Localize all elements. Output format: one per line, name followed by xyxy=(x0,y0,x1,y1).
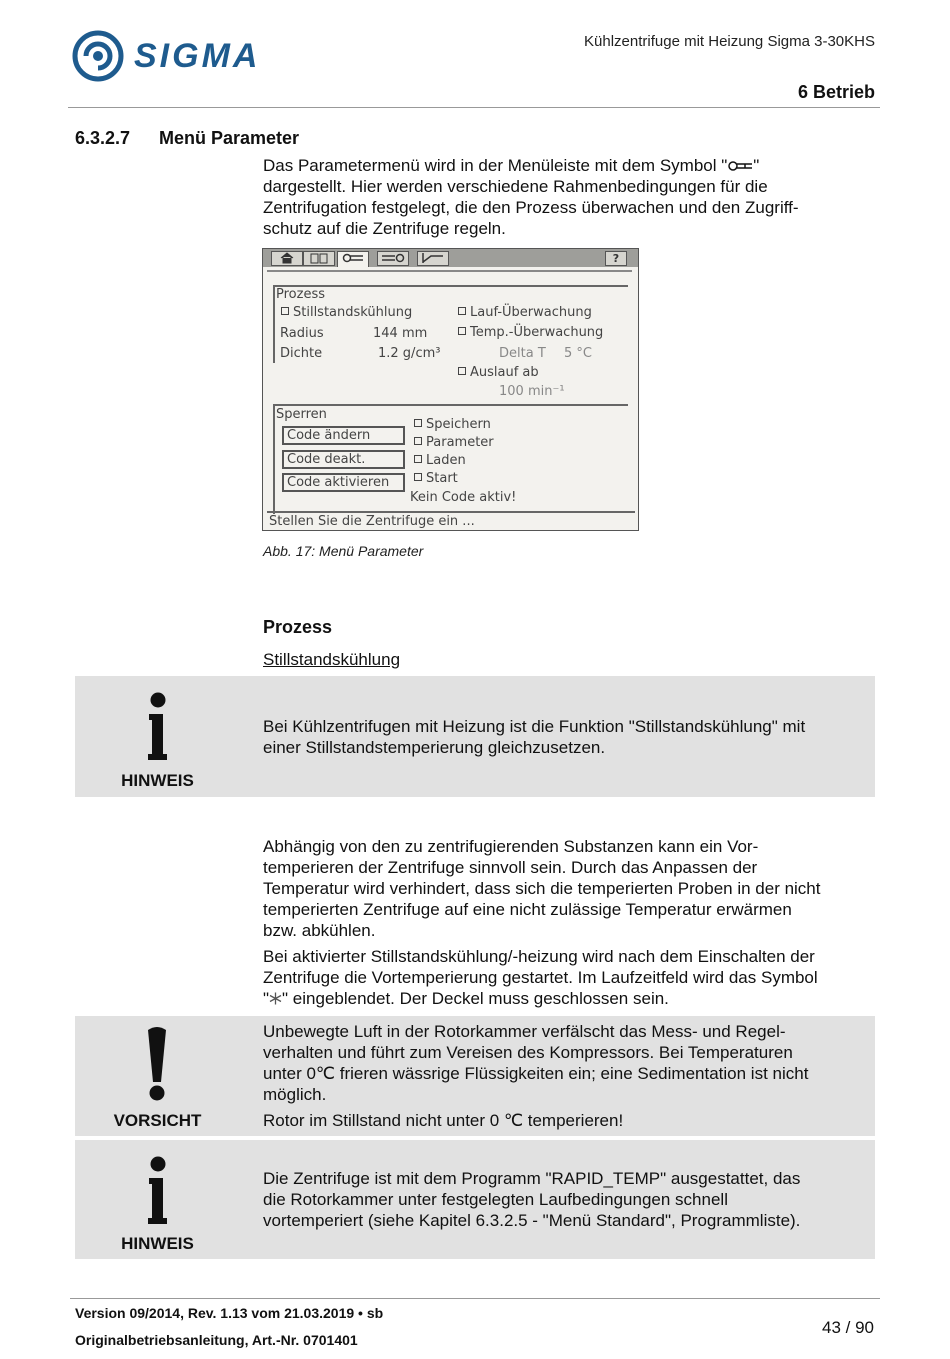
code-status: Kein Code aktiv! xyxy=(410,490,517,505)
rundown-checkbox[interactable]: Auslauf ab xyxy=(458,365,539,380)
notice-box xyxy=(75,676,875,797)
lock-parameter-checkbox[interactable]: Parameter xyxy=(414,435,494,450)
wrench-icon xyxy=(727,160,753,172)
delta-t-value[interactable]: 5 °C xyxy=(564,346,592,361)
screen-divider xyxy=(267,270,632,272)
density-value[interactable]: 1.2 g/cm³ xyxy=(378,346,441,361)
chapter-title: 6 Betrieb xyxy=(797,82,875,102)
curve-icon[interactable] xyxy=(417,251,449,266)
parameter-menu-screenshot xyxy=(262,248,639,531)
radius-label: Radius xyxy=(280,326,324,341)
footer-divider xyxy=(70,1298,880,1299)
program-icon[interactable] xyxy=(377,251,409,266)
run-monitor-checkbox[interactable]: Lauf-Überwachung xyxy=(458,305,592,320)
lock-save-checkbox[interactable]: Speichern xyxy=(414,417,491,432)
page-number: 43 / 90 xyxy=(822,1318,874,1337)
footer-version: Version 09/2014, Rev. 1.13 vom 21.03.2019 • sb xyxy=(75,1305,384,1321)
home-icon[interactable] xyxy=(271,251,303,266)
section-title: Menü Parameter xyxy=(159,128,300,148)
rundown-value[interactable]: 100 min⁻¹ xyxy=(499,384,565,399)
header-divider xyxy=(68,107,880,108)
sigma-logo xyxy=(72,30,302,82)
paragraph-activation: Bei aktivierter Stillstandskühlung/-heizung wird nach dem Einschalten der Zentrifuge die Vortemperierung gestartet. Im Laufzeitfeld wird das Symbol " " eingeblendet. Der Deckel muss geschlossen sein. xyxy=(263,947,818,1008)
caution-text: Unbewegte Luft in der Rotorkammer verfälscht das Mess- und Regel- verhalten und führt zum Vereisen des Kompressors. Bei Temperaturen unter 0℃ frieren wässrige Flüssigkeiten ein; eine Sedimentation ist nicht möglich. xyxy=(263,1022,809,1104)
document-title: Kühlzentrifuge mit Heizung Sigma 3-30KHS xyxy=(584,33,875,50)
notice-box-rapid-temp xyxy=(75,1140,875,1259)
help-button[interactable]: ? xyxy=(605,251,627,266)
sperren-group-title: Sperren xyxy=(276,407,327,422)
caution-instruction: Rotor im Stillstand nicht unter 0 ℃ temperieren! xyxy=(263,1111,624,1130)
figure-caption: Abb. 17: Menü Parameter xyxy=(263,543,424,559)
paragraph-pretemperature: Abhängig von den zu zentrifugierenden Substanzen kann ein Vor- temperieren der Zentrifuge sinnvoll sein. Durch das Anpassen der Temperatur wird verhindert, dass sich die temperierten Proben in der nicht temperierten Zentrifuge auf eine nicht zulässige Temperatur erwärmen bzw. abkühlen. xyxy=(263,837,821,940)
deactivate-code-button[interactable]: Code deakt. xyxy=(282,450,405,469)
wrench-icon[interactable] xyxy=(337,251,369,267)
caution-label: VORSICHT xyxy=(113,1111,202,1130)
book-icon[interactable] xyxy=(303,251,335,266)
notice-text: Bei Kühlzentrifugen mit Heizung ist die Funktion "Stillstandskühlung" mit einer Stillstandstemperierung gleichzusetzen. xyxy=(263,717,806,757)
exclamation-icon xyxy=(145,1026,169,1102)
lock-load-checkbox[interactable]: Laden xyxy=(414,453,466,468)
standby-cooling-checkbox[interactable]: Stillstandskühlung xyxy=(281,305,412,320)
info-icon xyxy=(145,692,171,762)
subheading-prozess: Prozess xyxy=(263,617,333,637)
subheading-stillstandskuehlung: Stillstandskühlung xyxy=(263,650,401,669)
notice-text: Die Zentrifuge ist mit dem Programm "RAPID_TEMP" ausgestattet, das die Rotorkammer unter festgelegten Laufbedingungen schnell vortemperiert (siehe Kapitel 6.3.2.5 - "Menü Standard", Programmliste). xyxy=(263,1169,801,1230)
notice-label: HINWEIS xyxy=(121,771,194,790)
status-bar: Stellen Sie die Zentrifuge ein ... xyxy=(269,514,475,529)
brand-name: SIGMA xyxy=(134,37,261,75)
radius-value[interactable]: 144 mm xyxy=(373,326,428,341)
lock-start-checkbox[interactable]: Start xyxy=(414,471,458,486)
snowflake-icon xyxy=(269,992,282,1005)
change-code-button[interactable]: Code ändern xyxy=(282,426,405,445)
caution-box xyxy=(75,1016,875,1136)
temp-monitor-checkbox[interactable]: Temp.-Überwachung xyxy=(458,325,603,340)
notice-label: HINWEIS xyxy=(121,1234,194,1253)
density-label: Dichte xyxy=(280,346,323,361)
menu-bar xyxy=(263,249,638,267)
intro-paragraph: Das Parametermenü wird in der Menüleiste mit dem Symbol " " dargestellt. Hier werden verschiedene Rahmenbedingungen für die Zentrifugation festgelegt, die den Prozess überwachen und den Zugriff- schutz auf die Zentrifuge regeln. xyxy=(263,156,799,238)
prozess-group-title: Prozess xyxy=(276,287,325,302)
section-number: 6.3.2.7 xyxy=(75,128,131,148)
activate-code-button[interactable]: Code aktivieren xyxy=(282,473,405,492)
info-icon xyxy=(145,1156,171,1226)
footer-article-number: Originalbetriebsanleitung, Art.-Nr. 0701401 xyxy=(75,1332,358,1348)
delta-t-label: Delta T xyxy=(499,346,546,361)
